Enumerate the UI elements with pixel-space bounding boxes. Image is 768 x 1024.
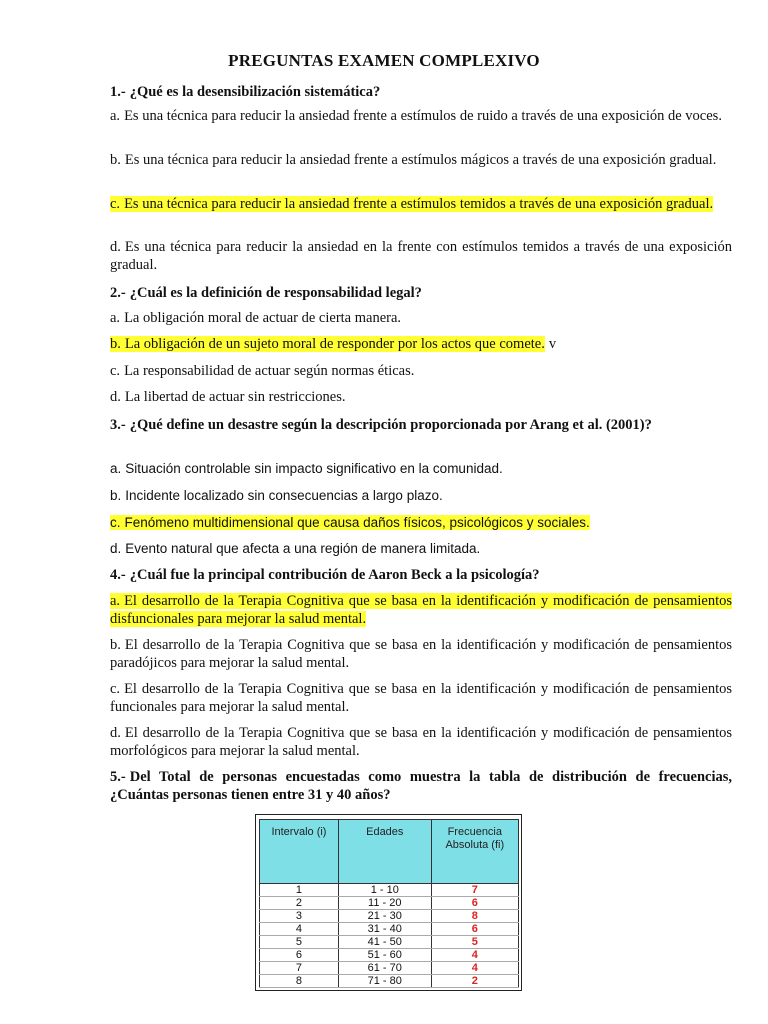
question-4: 4.- ¿Cuál fue la principal contribución de Aaron Beck a la psicología?: [110, 567, 540, 583]
header-interval: Intervalo (i): [260, 820, 339, 884]
q4-option-d: d. El desarrollo de la Terapia Cognitiva que se basa en la identificación y modificación de pensamientos morfológicos para mejorar la salud mental.: [110, 725, 732, 759]
question-2: 2.- ¿Cuál es la definición de responsabilidad legal?: [110, 285, 422, 301]
table-row: 3 21 - 30 8: [260, 910, 519, 923]
table-row: 6 51 - 60 4: [260, 949, 519, 962]
table-row: 8 71 - 80 2: [260, 975, 519, 988]
q2-option-b: b. La obligación de un sujeto moral de responder por los actos que comete. v: [110, 336, 557, 352]
q3-option-a: a. Situación controlable sin impacto significativo en la comunidad.: [110, 461, 503, 476]
q2-option-c: c. La responsabilidad de actuar según normas éticas.: [110, 363, 415, 379]
header-ages: Edades: [338, 820, 431, 884]
question-3: 3.- ¿Qué define un desastre según la descripción proporcionada por Arang et al. (2001)?: [110, 417, 652, 433]
table-row: 1 1 - 10 7: [260, 884, 519, 897]
q2-option-d: d. La libertad de actuar sin restricciones.: [110, 389, 346, 405]
q1-option-b: b. Es una técnica para reducir la ansiedad frente a estímulos mágicos a través de una exposición gradual.: [110, 152, 717, 168]
q1-option-d: d. Es una técnica para reducir la ansiedad en la frente con estímulos temidos a través de una exposición gradual.: [110, 239, 732, 273]
q4-option-c: c. El desarrollo de la Terapia Cognitiva que se basa en la identificación y modificación de pensamientos funcionales para mejorar la salud mental.: [110, 681, 732, 715]
check-mark: v: [548, 336, 557, 352]
frequency-table-image: [255, 814, 522, 991]
q3-option-d: d. Evento natural que afecta a una región de manera limitada.: [110, 541, 481, 556]
table-row: 7 61 - 70 4: [260, 962, 519, 975]
q2-option-a: a. La obligación moral de actuar de cierta manera.: [110, 310, 402, 326]
question-5: 5.- Del Total de personas encuestadas como muestra la tabla de distribución de frecuencias, ¿Cuántas personas tienen entre 31 y 40 años?: [110, 769, 732, 803]
frequency-table: [259, 819, 519, 988]
table-row: 2 11 - 20 6: [260, 897, 519, 910]
q1-option-a: a. Es una técnica para reducir la ansiedad frente a estímulos de ruido a través de una exposición de voces.: [110, 108, 722, 124]
q1-option-c: c. Es una técnica para reducir la ansiedad frente a estímulos temidos a través de una exposición gradual.: [110, 196, 714, 212]
question-1: 1.- ¿Qué es la desensibilización sistemática?: [110, 84, 381, 100]
page-title: PREGUNTAS EXAMEN COMPLEXIVO: [228, 51, 540, 70]
table-row: 4 31 - 40 6: [260, 923, 519, 936]
table-row: 5 41 - 50 5: [260, 936, 519, 949]
q3-option-b: b. Incidente localizado sin consecuencias a largo plazo.: [110, 488, 443, 503]
header-frequency: Frecuencia Absoluta (fi): [431, 820, 518, 884]
q4-option-a: a. El desarrollo de la Terapia Cognitiva que se basa en la identificación y modificación de pensamientos disfuncionales para mejorar la salud mental.: [110, 593, 732, 627]
q3-option-c: c. Fenómeno multidimensional que causa daños físicos, psicológicos y sociales.: [110, 515, 590, 530]
q4-option-b: b. El desarrollo de la Terapia Cognitiva que se basa en la identificación y modificación de pensamientos paradójicos para mejorar la salud mental.: [110, 637, 732, 671]
